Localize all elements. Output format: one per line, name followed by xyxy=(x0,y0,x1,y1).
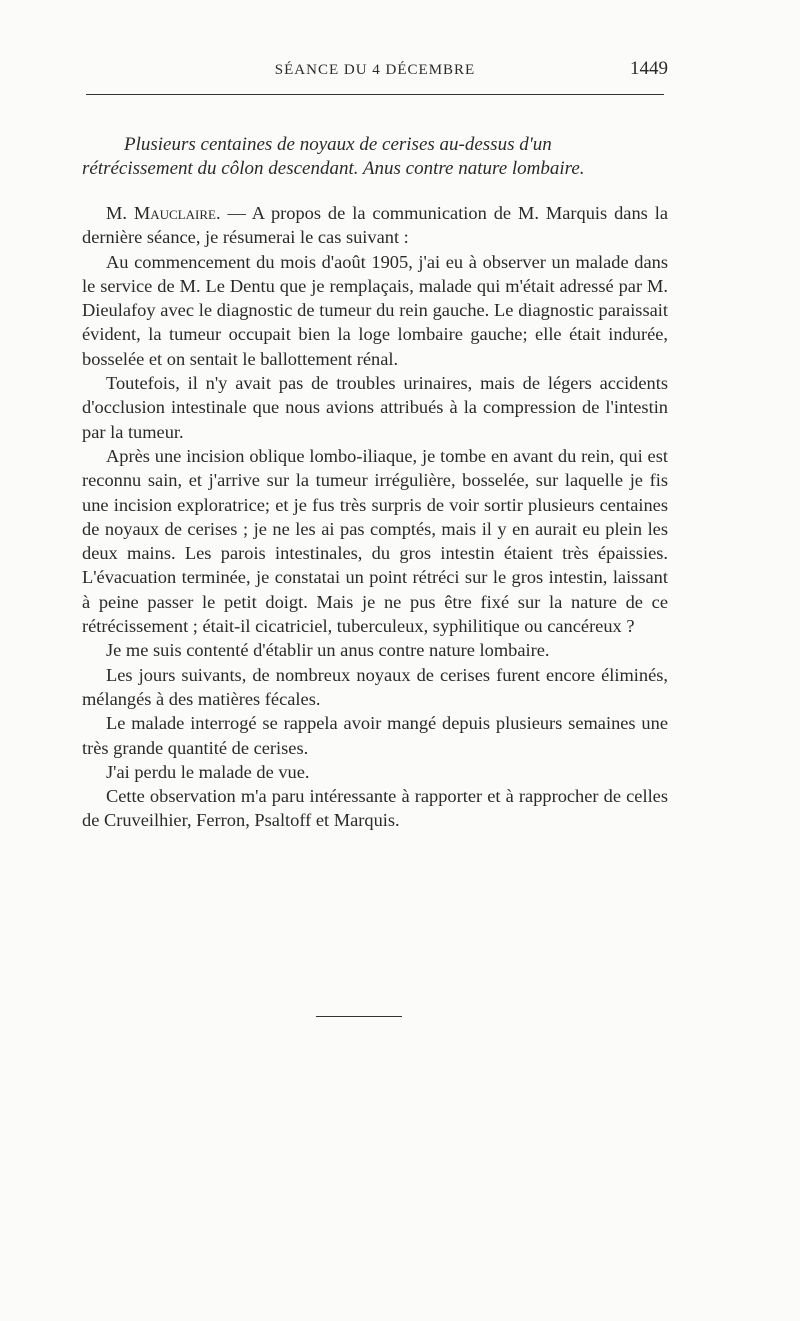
end-rule xyxy=(316,1016,402,1017)
paragraph-7: Le malade interrogé se rappela avoir mangé depuis plusieurs semaines une très grande quantité de cerises. xyxy=(82,713,668,758)
document-page xyxy=(82,56,668,833)
section-title xyxy=(82,133,668,181)
paragraph-8: J'ai perdu le malade de vue. xyxy=(106,761,310,782)
paragraph-2: Au commencement du mois d'août 1905, j'ai eu à observer un malade dans le service de M. Le Dentu que je remplaçais, malade qui m'était adressé par M. Dieulafoy avec le diagnostic de tumeur du rein gauche. Le diagnostic paraissait évident, la tumeur occupait bien la loge lombaire gauche; elle était indurée, bosselée et on sentait le ballottement rénal. xyxy=(82,251,668,369)
paragraph-4: Après une incision oblique lombo-iliaque, je tombe en avant du rein, qui est reconnu sain, et j'arrive sur la tumeur irrégulière, bosselée, sur laquelle je fis une incision exploratrice; et je fus très surpris de voir sortir plusieurs centaines de noyaux de cerises ; je ne les ai pas comptés, mais il y en aurait eu plein les deux mains. Les parois intestinales, du gros intestin étaient très épaissies. L'évacuation terminée, je constatai un point rétréci sur le gros intestin, laissant à peine passer le petit doigt. Mais je ne pus être fixé sur la nature de ce rétrécissement ; était-il cicatriciel, tuberculeux, syphilitique ou cancéreux ? xyxy=(82,445,668,637)
section-title-line-1: Plusieurs centaines de noyaux de cerises au-dessus d'un xyxy=(124,134,552,155)
paragraph-1-text: — A propos de la communication de M. Marquis dans la dernière séance, je résumerai le cas suivant : xyxy=(82,203,668,248)
running-header xyxy=(82,56,668,88)
paragraph-9: Cette observation m'a paru intéressante à rapporter et à rapprocher de celles de Cruveilhier, Ferron, Psaltoff et Marquis. xyxy=(82,786,668,831)
header-rule xyxy=(86,94,664,95)
body-text xyxy=(82,201,668,833)
section-title-line-2: rétrécissement du côlon descendant. Anus contre nature lombaire. xyxy=(82,158,585,179)
speaker-name: M. Mauclaire. xyxy=(106,203,221,223)
paragraph-1 xyxy=(82,201,668,250)
running-title: SÉANCE DU 4 DÉCEMBRE xyxy=(274,62,476,78)
paragraph-5: Je me suis contenté d'établir un anus contre nature lombaire. xyxy=(106,640,550,661)
paragraph-6: Les jours suivants, de nombreux noyaux de cerises furent encore éliminés, mélangés à des matières fécales. xyxy=(82,664,668,709)
paragraph-3: Toutefois, il n'y avait pas de troubles urinaires, mais de légers accidents d'occlusion intestinale que nous avions attribués à la compression de l'intestin par la tumeur. xyxy=(82,373,668,442)
page-number: 1449 xyxy=(630,58,668,79)
